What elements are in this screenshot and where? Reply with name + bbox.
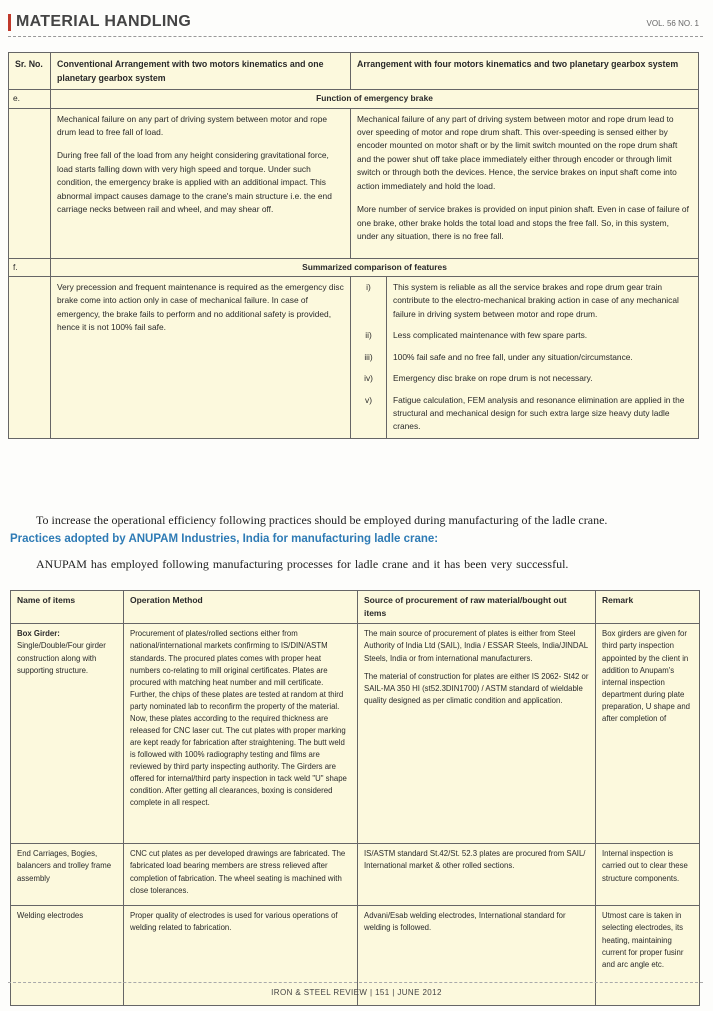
section-f-label: f. [9, 258, 51, 276]
comparison-table [8, 52, 699, 439]
section-e-body [9, 108, 699, 258]
source-cell [358, 624, 596, 844]
item-name-cell [11, 624, 124, 844]
body-paragraph-2: ANUPAM has employed following manufacturing processes for ladle crane and it has been very successful. [36, 557, 569, 571]
remark-cell: Box girders are given for third party inspection appointed by the client in addition to Anupam's internal inspection department during plate preparation, U shape and after completion of [596, 624, 700, 844]
feature-num: iv) [351, 368, 387, 389]
table-row [11, 624, 700, 844]
footer-text: IRON & STEEL REVIEW | 151 | JUNE 2012 [271, 988, 442, 997]
section-f-title: Summarized comparison of features [51, 258, 699, 276]
section-e-left-cell [51, 108, 351, 258]
practices-table [10, 590, 700, 1006]
header-source: Source of procurement of raw material/bought out items [358, 591, 596, 624]
operation-method-cell: Proper quality of electrodes is used for various operations of welding related to fabrication. [124, 906, 358, 1006]
header-accent-bar [8, 14, 11, 31]
section-title: MATERIAL HANDLING [16, 13, 192, 30]
section-f-left-cell: Very precession and frequent maintenance is required as the emergency disc brake come into action only in case of mechanical failure. In case of emergency, the brake fails to perform and no additional safety is provided, hence it is not 100% fail safe. [51, 276, 351, 438]
source-para-2: The material of construction for plates are either IS 2062- St42 or SAIL-MA 350 HI (st52.3DIN1700) / ASTM standard of wieldable quality designed as per climatic condition and application. [364, 671, 589, 705]
section-e-row [9, 90, 699, 108]
section-f-item-row-1 [9, 276, 699, 325]
header-operation-method: Operation Method [124, 591, 358, 624]
comparison-header-row [9, 53, 699, 90]
section-e-right-para-2: More number of service brakes is provided on input pinion shaft. Even in case of failure of one brake, other brake holds the total load and stops the free fall. So, in this system, under any situation, there is no free fall. [357, 204, 689, 242]
body-paragraph-1: To increase the operational efficiency following practices should be employed during manufacturing of the ladle crane. [36, 513, 608, 527]
operation-method-cell: CNC cut plates as per developed drawings are fabricated. The fabricated load bearing members are stress relieved after completion of fabrication. The wheel seating is machined with close tolerances. [124, 844, 358, 906]
page-footer [0, 988, 713, 997]
section-e-empty-cell [9, 108, 51, 258]
header-conventional: Conventional Arrangement with two motors kinematics and one planetary gearbox system [51, 53, 351, 90]
section-e-right-para-1: Mechanical failure of any part of driving system between motor and rope drum lead to over speeding of motor and rope drum shaft. This over-speeding is sensed either by encoder mounted on motor shaft or by the limit switch mounted on the rope drum shaft and the power shut off take place immediately either through encoder or through limit switch or through both the devices. Hence, the service brakes on input shaft come into action immediately and hold the load. [357, 113, 678, 191]
feature-text: Less complicated maintenance with few spare parts. [387, 325, 699, 346]
footer-divider [8, 982, 703, 983]
source-cell: Advani/Esab welding electrodes, International standard for welding is followed. [358, 906, 596, 1006]
practices-header-row [11, 591, 700, 624]
feature-text: Emergency disc brake on rope drum is not necessary. [387, 368, 699, 389]
feature-num: ii) [351, 325, 387, 346]
header-name-of-items: Name of items [11, 591, 124, 624]
header-remark: Remark [596, 591, 700, 624]
section-e-label: e. [9, 90, 51, 108]
section-e-left-para-1: Mechanical failure on any part of driving system between motor and rope drum lead to free fall of load. [57, 113, 328, 137]
feature-num: iii) [351, 347, 387, 368]
page-header [8, 10, 703, 34]
feature-text: This system is reliable as all the service brakes and rope drum gear train contribute to the electro-mechanical braking action in case of any mechanical failure in driving system between motor and rope drum. [387, 276, 699, 325]
item-name-cell: Welding electrodes [11, 906, 124, 1006]
remark-cell: Internal inspection is carried out to clear these structure components. [596, 844, 700, 906]
section-f-empty-cell [9, 276, 51, 438]
section-e-right-cell [351, 108, 699, 258]
item-name-cell: End Carriages, Bogies, balancers and trolley frame assembly [11, 844, 124, 906]
subheading: Practices adopted by ANUPAM Industries, India for manufacturing ladle crane: [10, 533, 439, 545]
section-f-row [9, 258, 699, 276]
section-e-left-para-2: During free fall of the load from any height considering gravitational force, load starts falling down with very high speed and torque. Under such condition, the emergency brake is applied with an additional impact. This abnormal impact causes damage to the crane's main structure i.e. the end carriage necks between rail and wheel, and may shear off. [57, 150, 332, 215]
feature-num: i) [351, 276, 387, 325]
source-cell: IS/ASTM standard St.42/St. 52.3 plates are procured from SAIL/ International market & other rolled sections. [358, 844, 596, 906]
feature-text: Fatigue calculation, FEM analysis and resonance elimination are applied in the structural and mechanical design for such extra large size heavy duty ladle cranes. [387, 390, 699, 439]
header-sr-no: Sr. No. [9, 53, 51, 90]
feature-num: v) [351, 390, 387, 439]
table-row [11, 844, 700, 906]
remark-cell: Utmost care is taken in selecting electrodes, its heating, maintaining current for proper fusinr and arc angle etc. [596, 906, 700, 1006]
volume-label: VOL. 56 NO. 1 [646, 19, 699, 28]
operation-method-cell: Procurement of plates/rolled sections either from national/international markets confirming to IS/DIN/ASTM standards. The procured plates comes with proper heat numbers co-relating to mill original certificates. Plates are procured with matching heat number and mill certificate. Further, the chips of these plates are tested at random at third party nominated lab to reconfirm the property of the material. Now, these plates according to the required thickness are released for CNC laser cut. The cut plates with proper marking are kept ready for fabrication after straightening. The butt weld is followed with 100% radiography testing and films are reviewed by third party inspecting authority. The Girders are offered for internal/third party inspection in tack weld "U" shape condition. After getting all clearances, boxing is considered complete in all respect. [124, 624, 358, 844]
feature-text: 100% fail safe and no free fall, under any situation/circumstance. [387, 347, 699, 368]
header-four-motor: Arrangement with four motors kinematics and two planetary gearbox system [351, 53, 699, 90]
item-name-title: Box Girder: [17, 629, 60, 639]
source-para-1: The main source of procurement of plates is either from Steel Authority of India Ltd (SAIL), India / ESSAR Steels, India/JINDAL Steels, India or from international manufacturers. [364, 629, 588, 663]
item-name-sub: Single/Double/Four girder construction along with supporting structure. [17, 641, 106, 675]
section-e-title: Function of emergency brake [51, 90, 699, 108]
header-divider [8, 36, 703, 37]
